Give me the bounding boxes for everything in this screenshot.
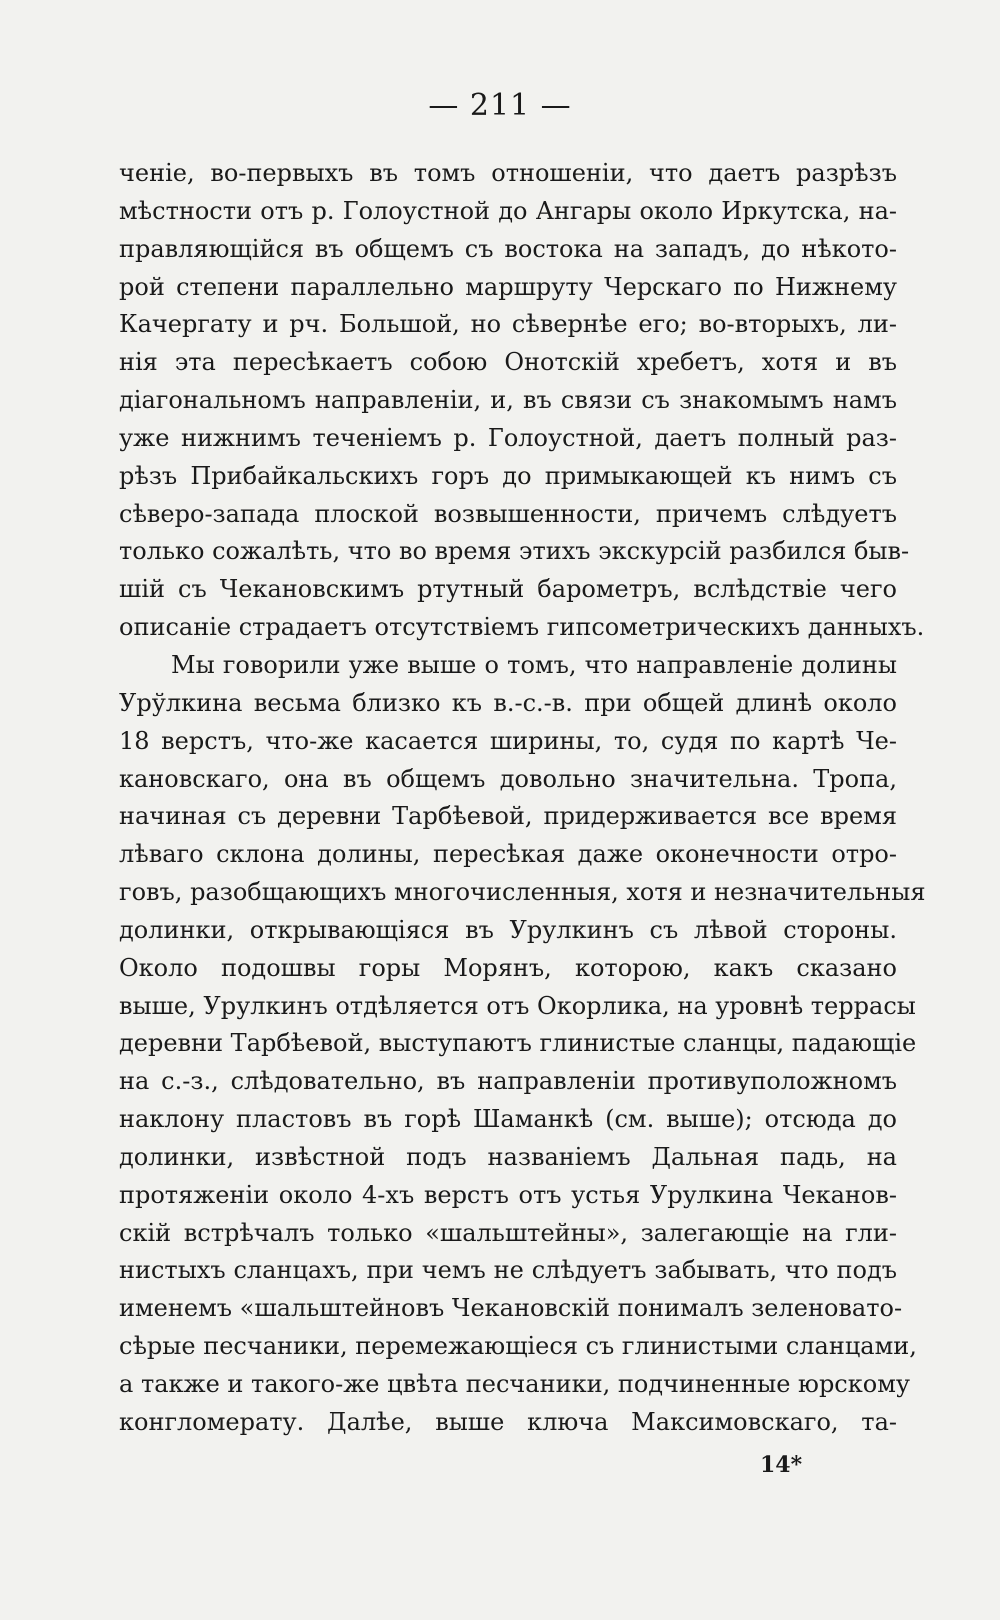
text-line: уже нижнимъ теченіемъ р. Голоустной, даетъ полный раз-	[119, 423, 897, 452]
text-line: сѣрые песчаники, перемежающіеся съ глинистыми сланцами,	[119, 1332, 917, 1361]
text-line: говъ, разобщающихъ многочисленныя, хотя и незначительныя	[119, 878, 926, 907]
text-line: скій встрѣчалъ только «шальштейны», залегающіе на гли-	[119, 1218, 897, 1247]
text-line: Урўлкина весьма близко къ в.-с.-в. при общей длинѣ около	[119, 688, 897, 717]
text-line: начиная съ деревни Тарбѣевой, придерживается все время	[119, 802, 897, 831]
text-line: правляющійся въ общемъ съ востока на западъ, до нѣкото-	[119, 234, 897, 263]
text-line: на с.-з., слѣдовательно, въ направленіи противуположномъ	[119, 1067, 897, 1096]
text-line: долинки, открывающіяся въ Урулкинъ съ лѣвой стороны.	[119, 915, 897, 944]
text-line: 18 верстъ, что-же касается ширины, то, судя по картѣ Че-	[119, 726, 897, 755]
paragraph-last-line: описаніе страдаетъ отсутствіемъ гипсометрическихъ данныхъ.	[119, 613, 925, 642]
text-line: сѣверо-запада плоской возвышенности, причемъ слѣдуетъ	[119, 499, 897, 528]
text-line: рѣзъ Прибайкальскихъ горъ до примыкающей къ нимъ съ	[119, 461, 897, 490]
paragraph-first-line: Мы говорили уже выше о томъ, что направленіе долины	[171, 650, 897, 679]
text-line: выше, Урулкинъ отдѣляется отъ Окорлика, на уровнѣ террасы	[119, 991, 916, 1020]
text-line: деревни Тарбѣевой, выступаютъ глинистые сланцы, падающіе	[119, 1029, 917, 1058]
text-line: нія эта пересѣкаетъ собою Онотскій хребетъ, хотя и въ	[119, 348, 897, 377]
text-line: именемъ «шальштейновъ Чекановскій понималъ зеленовато-	[119, 1294, 903, 1323]
text-line: протяженіи около 4-хъ верстъ отъ устья Урулкина Чеканов-	[119, 1180, 897, 1209]
body-text	[119, 155, 926, 1442]
text-line: мѣстности отъ р. Голоустной до Ангары около Иркутска, на-	[119, 196, 897, 225]
text-line: лѣваго склона долины, пересѣкая даже оконечности отро-	[119, 840, 897, 869]
text-line: конгломерату. Далѣе, выше ключа Максимовскаго, та-	[119, 1407, 897, 1436]
text-line: Около подошвы горы Морянъ, которою, какъ сказано	[119, 953, 897, 982]
text-line: кановскаго, она въ общемъ довольно значительна. Тропа,	[119, 764, 897, 793]
signature-mark: 14*	[760, 1452, 803, 1478]
text-line: только сожалѣть, что во время этихъ экскурсій разбился быв-	[119, 537, 910, 566]
text-line: ченіе, во-первыхъ въ томъ отношеніи, что даетъ разрѣзъ	[119, 159, 897, 187]
text-line: рой степени параллельно маршруту Черскаго по Нижнему	[119, 272, 897, 301]
page-number: — 211 —	[428, 88, 572, 123]
text-line: діагональномъ направленіи, и, въ связи съ знакомымъ намъ	[119, 386, 897, 415]
text-line: Качергату и рч. Большой, но сѣвернѣе его; во-вторыхъ, ли-	[119, 310, 897, 339]
text-line: шій съ Чекановскимъ ртутный барометръ, вслѣдствіе чего	[119, 575, 897, 604]
text-line: наклону пластовъ въ горѣ Шаманкѣ (см. выше); отсюда до	[119, 1105, 897, 1134]
text-line: долинки, извѣстной подъ названіемъ Дальная падь, на	[119, 1142, 897, 1171]
text-line: а также и такого-же цвѣта песчаники, подчиненные юрскому	[119, 1370, 910, 1398]
text-line: нистыхъ сланцахъ, при чемъ не слѣдуетъ забывать, что подъ	[119, 1256, 897, 1285]
